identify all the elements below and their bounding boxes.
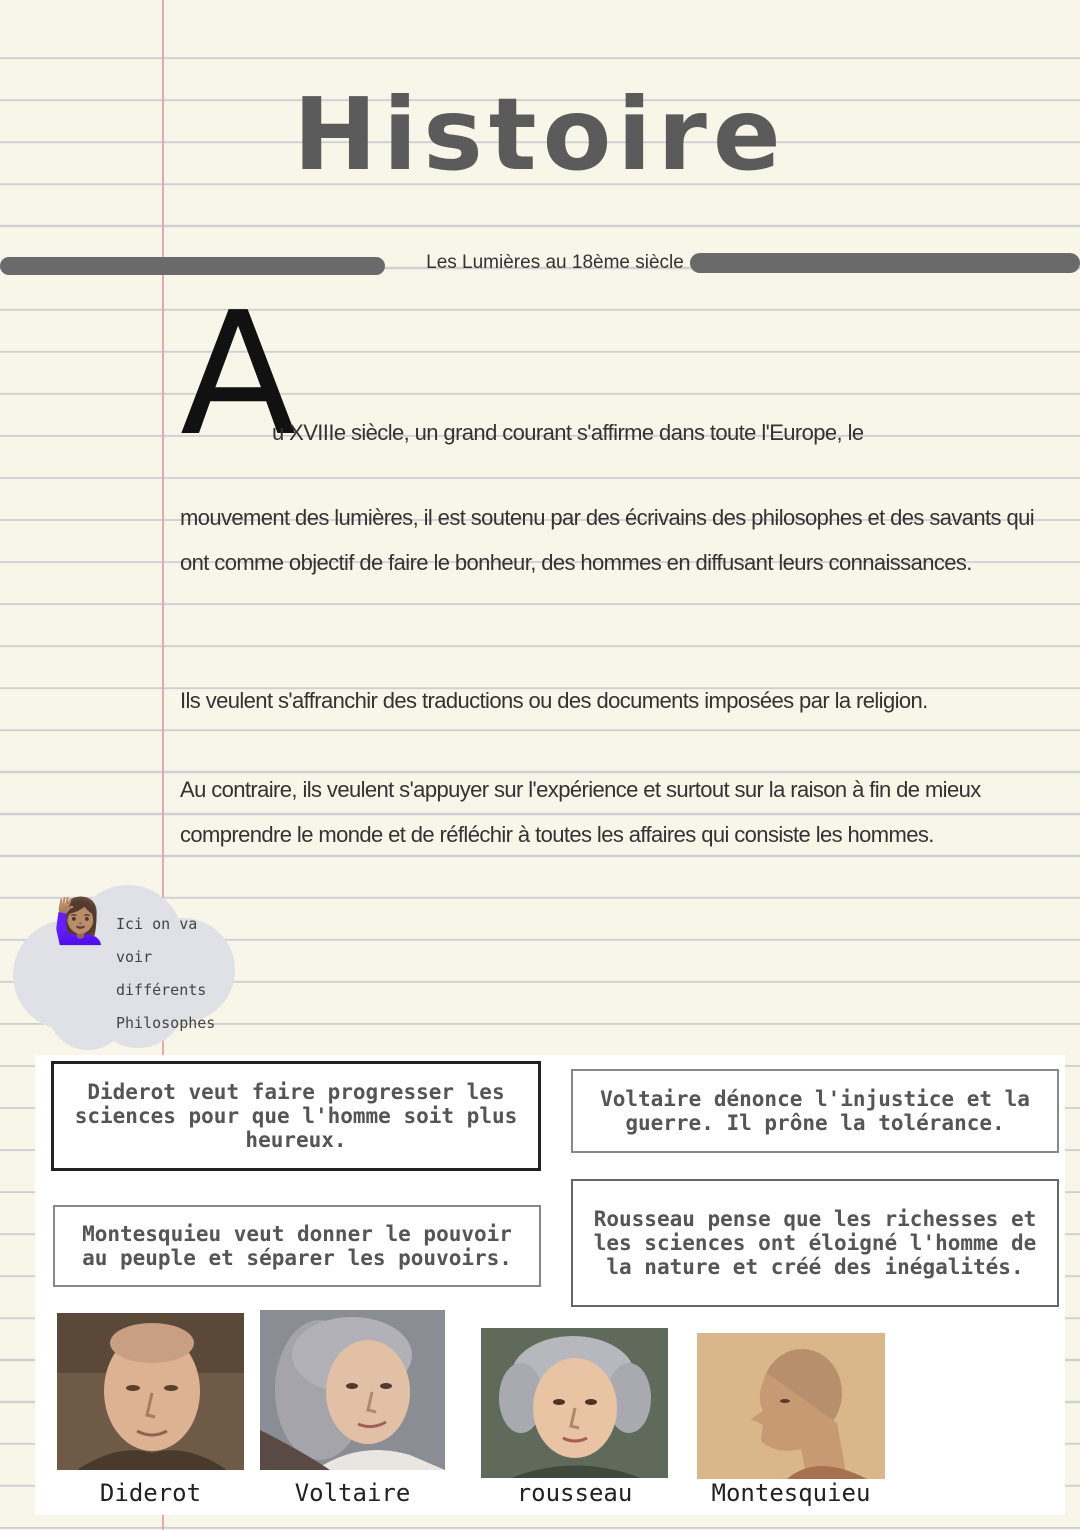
quote-text-montesquieu: Montesquieu veut donner le pouvoir au peuple et séparer les pouvoirs. [82,1222,512,1270]
paragraph-1: mouvement des lumières, il est soutenu par des écrivains des philosophes et des savants qui ont comme objectif de faire le bonheur, des hommes en diffusant leurs connaissances. [180,505,1035,575]
note-line: Ici on va [116,915,198,933]
quote-text-diderot: Diderot veut faire progresser les sciences pour que l'homme soit plus heureux. [74,1080,518,1152]
philosophers-panel [35,1055,1065,1515]
paragraph-3: Au contraire, ils veulent s'appuyer sur l'expérience et surtout sur la raison à fin de mieux comprendre le monde et de réfléchir à toutes les affaires qui consiste les hommes. [180,777,981,847]
page-title: Histoire [293,76,787,193]
portrait-voltaire-image [260,1310,445,1470]
note-line: voir [116,948,153,966]
raising-hand-icon: 🙋🏽‍♀️ [53,897,108,946]
banner-bar-right [690,253,1080,273]
quote-card-rousseau [571,1179,1059,1307]
quote-card-diderot [51,1061,541,1171]
note-cloud [8,880,240,1050]
caption-montesquieu: Montesquieu [711,1479,871,1507]
banner-bar-left [0,257,385,275]
note-line: différents [116,981,207,999]
subtitle-banner [0,249,1080,279]
portrait-diderot [57,1313,244,1470]
paragraph-1-first-line: u XVIIIe siècle, un grand courant s'affirme dans toute l'Europe, le [272,420,864,445]
paragraph-2: Ils veulent s'affranchir des traductions ou des documents imposées par la religion. [180,688,928,713]
page-subtitle: Les Lumières au 18ème siècle [426,252,684,273]
caption-voltaire: Voltaire [294,1479,411,1507]
portrait-montesquieu [697,1333,885,1479]
quote-card-montesquieu [53,1205,541,1287]
note-line: Philosophes [116,1014,216,1032]
portrait-rousseau [481,1328,668,1478]
quote-card-voltaire [571,1069,1059,1153]
portrait-diderot-image [57,1313,244,1470]
caption-diderot: Diderot [99,1479,202,1507]
note-text [116,908,236,1040]
portrait-rousseau-image [481,1328,668,1478]
caption-rousseau: rousseau [516,1479,633,1507]
portrait-montesquieu-image [697,1333,885,1479]
quote-text-voltaire: Voltaire dénonce l'injustice et la guerre. Il prône la tolérance. [600,1087,1030,1135]
portrait-voltaire [260,1310,445,1470]
quote-text-rousseau: Rousseau pense que les richesses et les sciences ont éloigné l'homme de la nature et créé des inégalités. [593,1207,1037,1279]
drop-cap: A [180,276,297,474]
